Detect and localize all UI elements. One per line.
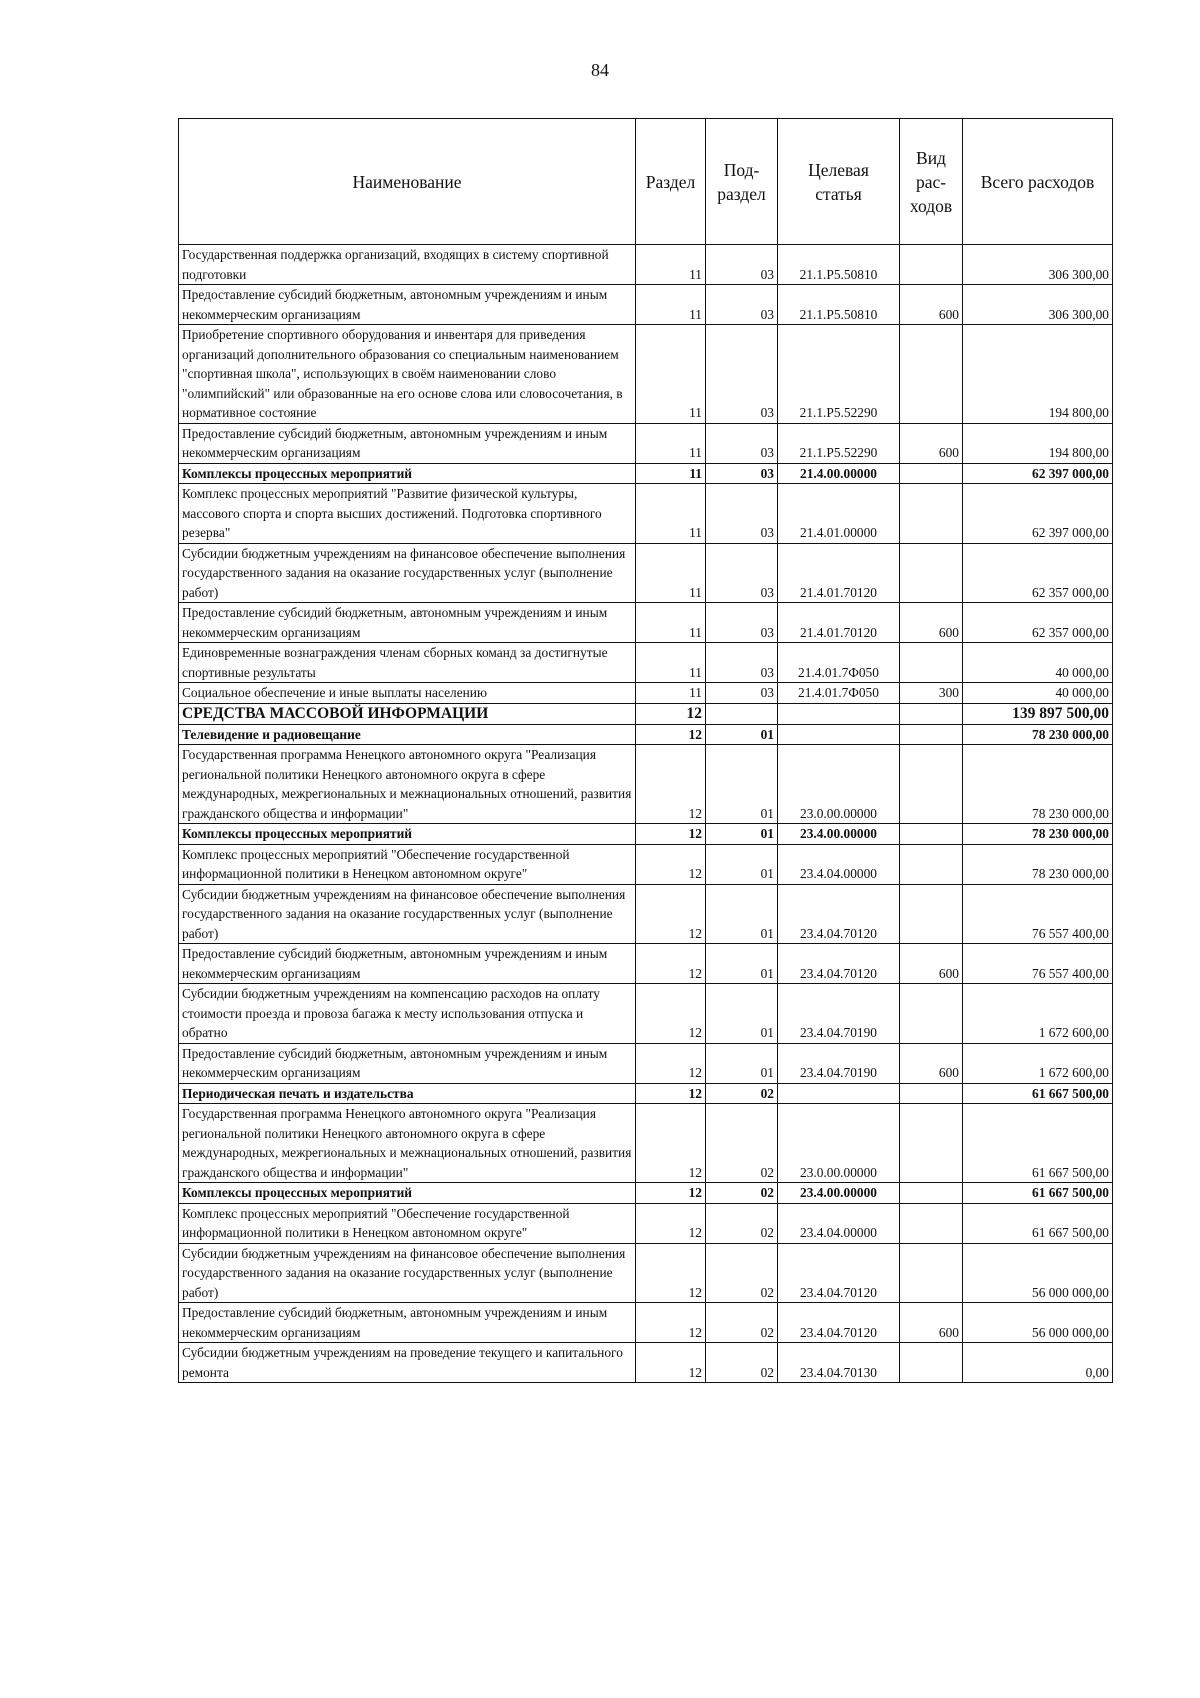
- row-target-article: 21.4.01.00000: [778, 484, 900, 544]
- row-name: Государственная поддержка организаций, входящих в систему спортивной подготовки: [179, 245, 636, 285]
- table-row: [179, 944, 1113, 984]
- header-total: Всего расходов: [963, 119, 1113, 245]
- row-total: 61 667 500,00: [963, 1203, 1113, 1243]
- row-expense-type: [900, 984, 963, 1044]
- table-row: [179, 824, 1113, 845]
- row-target-article: 21.4.00.00000: [778, 463, 900, 484]
- row-expense-type: [900, 643, 963, 683]
- row-expense-type: [900, 844, 963, 884]
- row-razdel: 12: [636, 844, 706, 884]
- row-razdel: 12: [636, 884, 706, 944]
- row-name: Предоставление субсидий бюджетным, автономным учреждениям и иным некоммерческим организациям: [179, 423, 636, 463]
- table-row: [179, 285, 1113, 325]
- row-razdel: 12: [636, 1303, 706, 1343]
- row-razdel: 12: [636, 984, 706, 1044]
- row-target-article: 23.4.04.70120: [778, 884, 900, 944]
- row-expense-type: [900, 1083, 963, 1104]
- table-row: [179, 463, 1113, 484]
- row-expense-type: [900, 543, 963, 603]
- row-expense-type: 600: [900, 423, 963, 463]
- row-name: Комплексы процессных мероприятий: [179, 1183, 636, 1204]
- row-name: Комплекс процессных мероприятий "Обеспечение государственной информационной политики в Ненецком автономном округе": [179, 1203, 636, 1243]
- row-podrazdel: 01: [706, 944, 778, 984]
- row-name: Телевидение и радиовещание: [179, 724, 636, 745]
- row-podrazdel: 02: [706, 1104, 778, 1183]
- row-total: 62 357 000,00: [963, 603, 1113, 643]
- row-target-article: 21.1.Р5.50810: [778, 245, 900, 285]
- row-expense-type: [900, 724, 963, 745]
- row-razdel: 11: [636, 603, 706, 643]
- table-row: [179, 844, 1113, 884]
- row-expense-type: [900, 484, 963, 544]
- page-number: 84: [591, 60, 609, 80]
- row-expense-type: [900, 824, 963, 845]
- table-row: [179, 745, 1113, 824]
- header-razdel: Раздел: [636, 119, 706, 245]
- row-podrazdel: 01: [706, 1043, 778, 1083]
- row-target-article: 21.4.01.7Ф050: [778, 683, 900, 704]
- row-total: 78 230 000,00: [963, 844, 1113, 884]
- row-total: 194 800,00: [963, 325, 1113, 424]
- row-expense-type: 600: [900, 285, 963, 325]
- row-total: 61 667 500,00: [963, 1083, 1113, 1104]
- row-target-article: [778, 1083, 900, 1104]
- row-razdel: 12: [636, 1104, 706, 1183]
- table-row: [179, 245, 1113, 285]
- table-row: [179, 703, 1113, 724]
- table-row: [179, 1183, 1113, 1204]
- row-target-article: 23.4.04.70120: [778, 944, 900, 984]
- row-target-article: 23.4.04.70120: [778, 1303, 900, 1343]
- table-row: [179, 724, 1113, 745]
- row-total: 40 000,00: [963, 683, 1113, 704]
- row-total: 76 557 400,00: [963, 884, 1113, 944]
- row-razdel: 12: [636, 1183, 706, 1204]
- table-row: [179, 1083, 1113, 1104]
- row-name: Комплексы процессных мероприятий: [179, 824, 636, 845]
- row-target-article: 23.0.00.00000: [778, 745, 900, 824]
- row-podrazdel: 02: [706, 1303, 778, 1343]
- row-podrazdel: 01: [706, 984, 778, 1044]
- table-row: [179, 643, 1113, 683]
- row-razdel: 11: [636, 683, 706, 704]
- row-expense-type: [900, 703, 963, 724]
- header-target-article: Целевая статья: [778, 119, 900, 245]
- row-razdel: 11: [636, 423, 706, 463]
- row-name: Предоставление субсидий бюджетным, автономным учреждениям и иным некоммерческим организациям: [179, 1303, 636, 1343]
- row-razdel: 12: [636, 824, 706, 845]
- table-row: [179, 1043, 1113, 1083]
- row-target-article: [778, 703, 900, 724]
- row-name: Субсидии бюджетным учреждениям на проведение текущего и капитального ремонта: [179, 1343, 636, 1383]
- row-razdel: 11: [636, 463, 706, 484]
- row-podrazdel: 03: [706, 603, 778, 643]
- row-expense-type: 600: [900, 944, 963, 984]
- row-razdel: 11: [636, 484, 706, 544]
- row-total: 62 357 000,00: [963, 543, 1113, 603]
- table-row: [179, 484, 1113, 544]
- row-razdel: 11: [636, 325, 706, 424]
- row-total: 78 230 000,00: [963, 745, 1113, 824]
- row-razdel: 11: [636, 643, 706, 683]
- row-name: Субсидии бюджетным учреждениям на финансовое обеспечение выполнения государственного задания на оказание государственных услуг (выполнение работ): [179, 884, 636, 944]
- row-target-article: 23.4.00.00000: [778, 824, 900, 845]
- row-podrazdel: 03: [706, 463, 778, 484]
- row-target-article: 23.4.04.70190: [778, 1043, 900, 1083]
- row-razdel: 12: [636, 703, 706, 724]
- header-expense-type: Вид рас- ходов: [900, 119, 963, 245]
- row-podrazdel: 02: [706, 1183, 778, 1204]
- row-podrazdel: 01: [706, 844, 778, 884]
- row-razdel: 12: [636, 724, 706, 745]
- row-name: Единовременные вознаграждения членам сборных команд за достигнутые спортивные результаты: [179, 643, 636, 683]
- header-podrazdel: Под- раздел: [706, 119, 778, 245]
- row-podrazdel: 02: [706, 1203, 778, 1243]
- row-expense-type: 600: [900, 1303, 963, 1343]
- row-expense-type: [900, 463, 963, 484]
- row-podrazdel: 03: [706, 325, 778, 424]
- table-row: [179, 884, 1113, 944]
- row-target-article: 23.4.04.70190: [778, 984, 900, 1044]
- row-name: Предоставление субсидий бюджетным, автономным учреждениям и иным некоммерческим организациям: [179, 944, 636, 984]
- table-row: [179, 683, 1113, 704]
- row-target-article: 21.1.Р5.50810: [778, 285, 900, 325]
- row-expense-type: [900, 884, 963, 944]
- row-podrazdel: 01: [706, 884, 778, 944]
- row-name: Комплекс процессных мероприятий "Обеспечение государственной информационной политики в Ненецком автономном округе": [179, 844, 636, 884]
- row-total: 61 667 500,00: [963, 1183, 1113, 1204]
- row-razdel: 12: [636, 944, 706, 984]
- row-expense-type: [900, 325, 963, 424]
- row-target-article: 21.4.01.7Ф050: [778, 643, 900, 683]
- row-expense-type: 600: [900, 603, 963, 643]
- table-row: [179, 984, 1113, 1044]
- row-target-article: 23.4.00.00000: [778, 1183, 900, 1204]
- row-name: Приобретение спортивного оборудования и инвентаря для приведения организаций дополнительного образования со специальным наименованием "спортивная школа", использующих в своём наименовании слово "олимпийский" или образованные на его основе слова или словосочетания, в нормативное состояние: [179, 325, 636, 424]
- row-name: Субсидии бюджетным учреждениям на финансовое обеспечение выполнения государственного задания на оказание государственных услуг (выполнение работ): [179, 1243, 636, 1303]
- row-target-article: 21.1.Р5.52290: [778, 423, 900, 463]
- row-podrazdel: 03: [706, 484, 778, 544]
- row-razdel: 12: [636, 1083, 706, 1104]
- budget-table: [178, 118, 1113, 1383]
- row-expense-type: [900, 745, 963, 824]
- row-razdel: 12: [636, 1243, 706, 1303]
- row-total: 1 672 600,00: [963, 984, 1113, 1044]
- row-name: СРЕДСТВА МАССОВОЙ ИНФОРМАЦИИ: [179, 703, 636, 724]
- row-podrazdel: 03: [706, 543, 778, 603]
- table-header-row: [179, 119, 1113, 245]
- table-row: [179, 423, 1113, 463]
- row-name: Государственная программа Ненецкого автономного округа "Реализация региональной политики Ненецкого автономного округа в сфере международных, межрегиональных и межнациональных отношений, развития гражданского общества и информации": [179, 745, 636, 824]
- row-total: 62 397 000,00: [963, 484, 1113, 544]
- table-row: [179, 603, 1113, 643]
- row-podrazdel: 03: [706, 643, 778, 683]
- row-expense-type: [900, 1343, 963, 1383]
- row-expense-type: 300: [900, 683, 963, 704]
- row-target-article: 23.4.04.70130: [778, 1343, 900, 1383]
- row-name: Предоставление субсидий бюджетным, автономным учреждениям и иным некоммерческим организациям: [179, 1043, 636, 1083]
- row-podrazdel: 01: [706, 724, 778, 745]
- table-row: [179, 325, 1113, 424]
- row-name: Субсидии бюджетным учреждениям на компенсацию расходов на оплату стоимости проезда и провоза багажа к месту использования отпуска и обратно: [179, 984, 636, 1044]
- row-podrazdel: 03: [706, 423, 778, 463]
- row-target-article: 23.4.04.70120: [778, 1243, 900, 1303]
- row-name: Предоставление субсидий бюджетным, автономным учреждениям и иным некоммерческим организациям: [179, 285, 636, 325]
- row-target-article: 23.0.00.00000: [778, 1104, 900, 1183]
- row-podrazdel: 02: [706, 1243, 778, 1303]
- row-total: 194 800,00: [963, 423, 1113, 463]
- row-expense-type: [900, 1203, 963, 1243]
- row-razdel: 12: [636, 745, 706, 824]
- table-row: [179, 1203, 1113, 1243]
- row-podrazdel: 02: [706, 1083, 778, 1104]
- row-target-article: 21.4.01.70120: [778, 543, 900, 603]
- row-expense-type: [900, 1183, 963, 1204]
- row-podrazdel: 01: [706, 824, 778, 845]
- header-name: Наименование: [179, 119, 636, 245]
- table-row: [179, 1303, 1113, 1343]
- row-name: Субсидии бюджетным учреждениям на финансовое обеспечение выполнения государственного задания на оказание государственных услуг (выполнение работ): [179, 543, 636, 603]
- row-target-article: 23.4.04.00000: [778, 1203, 900, 1243]
- row-podrazdel: 03: [706, 683, 778, 704]
- row-razdel: 12: [636, 1203, 706, 1243]
- table-row: [179, 543, 1113, 603]
- row-name: Предоставление субсидий бюджетным, автономным учреждениям и иным некоммерческим организациям: [179, 603, 636, 643]
- row-expense-type: [900, 245, 963, 285]
- row-target-article: 23.4.04.00000: [778, 844, 900, 884]
- row-podrazdel: 01: [706, 745, 778, 824]
- row-name: Комплекс процессных мероприятий "Развитие физической культуры, массового спорта и спорта высших достижений. Подготовка спортивного резерва": [179, 484, 636, 544]
- row-target-article: 21.1.Р5.52290: [778, 325, 900, 424]
- row-razdel: 11: [636, 245, 706, 285]
- row-podrazdel: 02: [706, 1343, 778, 1383]
- row-target-article: 21.4.01.70120: [778, 603, 900, 643]
- row-expense-type: [900, 1243, 963, 1303]
- row-name: Комплексы процессных мероприятий: [179, 463, 636, 484]
- row-expense-type: [900, 1104, 963, 1183]
- row-total: 78 230 000,00: [963, 724, 1113, 745]
- row-total: 139 897 500,00: [963, 703, 1113, 724]
- table-row: [179, 1243, 1113, 1303]
- row-target-article: [778, 724, 900, 745]
- row-razdel: 12: [636, 1343, 706, 1383]
- row-total: 306 300,00: [963, 245, 1113, 285]
- row-total: 76 557 400,00: [963, 944, 1113, 984]
- row-total: 62 397 000,00: [963, 463, 1113, 484]
- row-razdel: 12: [636, 1043, 706, 1083]
- row-name: Социальное обеспечение и иные выплаты населению: [179, 683, 636, 704]
- row-name: Государственная программа Ненецкого автономного округа "Реализация региональной политики Ненецкого автономного округа в сфере международных, межрегиональных и межнациональных отношений, развития гражданского общества и информации": [179, 1104, 636, 1183]
- row-total: 306 300,00: [963, 285, 1113, 325]
- row-total: 56 000 000,00: [963, 1303, 1113, 1343]
- row-razdel: 11: [636, 285, 706, 325]
- row-name: Периодическая печать и издательства: [179, 1083, 636, 1104]
- row-podrazdel: [706, 703, 778, 724]
- row-podrazdel: 03: [706, 245, 778, 285]
- row-total: 0,00: [963, 1343, 1113, 1383]
- row-total: 61 667 500,00: [963, 1104, 1113, 1183]
- row-razdel: 11: [636, 543, 706, 603]
- table-row: [179, 1104, 1113, 1183]
- row-expense-type: 600: [900, 1043, 963, 1083]
- table-row: [179, 1343, 1113, 1383]
- row-total: 78 230 000,00: [963, 824, 1113, 845]
- row-total: 56 000 000,00: [963, 1243, 1113, 1303]
- row-podrazdel: 03: [706, 285, 778, 325]
- row-total: 1 672 600,00: [963, 1043, 1113, 1083]
- row-total: 40 000,00: [963, 643, 1113, 683]
